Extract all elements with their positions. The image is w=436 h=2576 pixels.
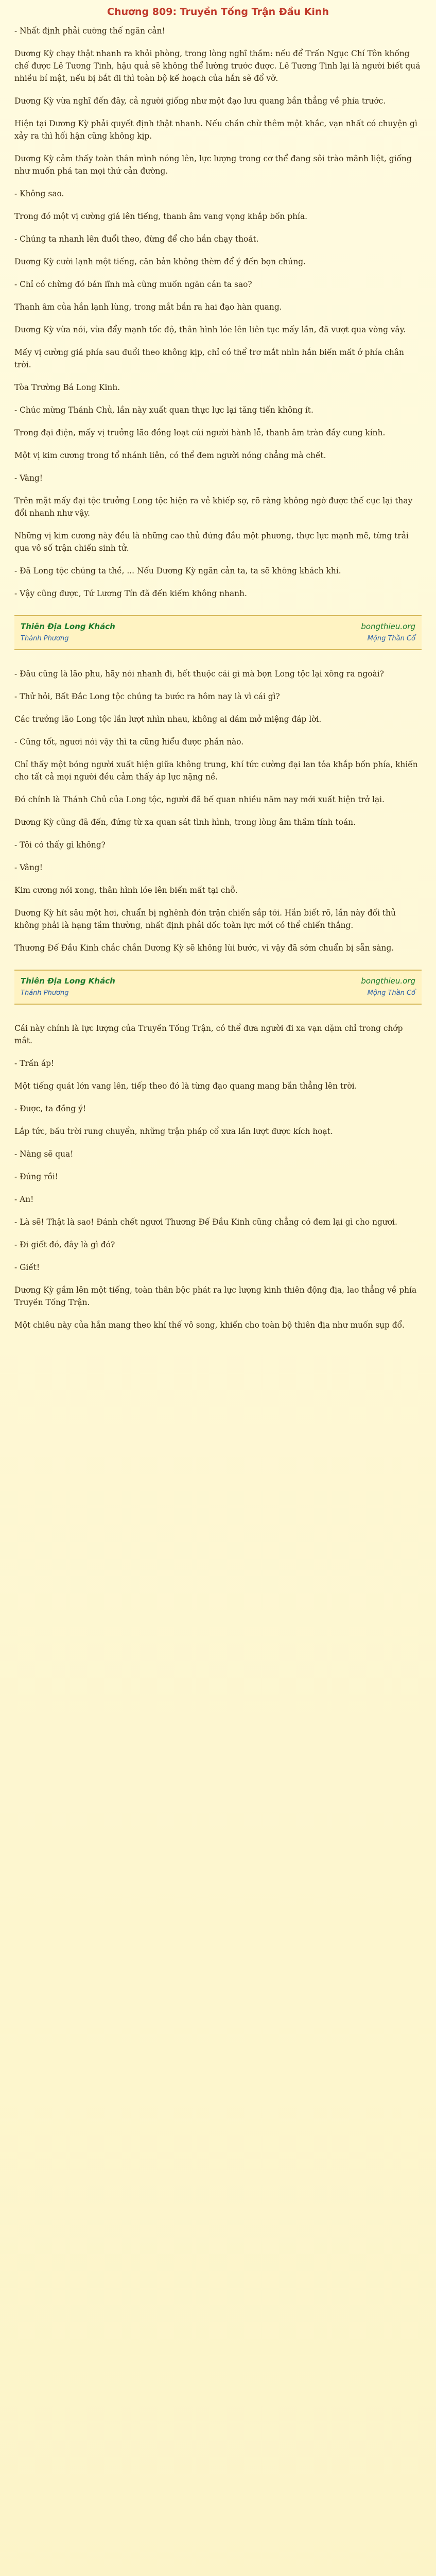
paragraph: - Chúc mừng Thánh Chủ, lần này xuất quan thực lực lại tăng tiến không ít. [14, 405, 313, 415]
paragraph: Một vị kim cương trong tổ nhánh liên, có thể đem người nóng chẳng mà chết. [14, 451, 326, 460]
banner-site-link[interactable]: bongthieu.org [361, 976, 415, 986]
paragraph: Hiện tại Dương Kỳ phải quyết định thật nhanh. Nếu chần chừ thêm một khắc, vạn nhất có chuyện gì xảy ra thì hối hận cũng không kịp. [14, 119, 417, 141]
paragraph: Dương Kỳ vừa nói, vừa đẩy mạnh tốc độ, thân hình lóe lên liên tục mấy lần, đã vượt qua vòng vây. [14, 325, 406, 334]
banner-sub-left: Thánh Phương [21, 635, 69, 642]
paragraph: Những vị kim cương này đều là những cao thủ đứng đầu một phương, thực lực mạnh mẽ, từng trải qua vô số trận chiến sinh tử. [14, 531, 409, 553]
section-3 [14, 668, 422, 828]
paragraph: - Nàng sẽ qua! [14, 1149, 74, 1159]
paragraph: - Chúng ta nhanh lên đuổi theo, đừng để cho hắn chạy thoát. [14, 234, 259, 244]
paragraph: Thương Đế Đầu Kinh chắc chắn Dương Kỳ sẽ không lùi bước, vì vậy đã sớm chuẩn bị sẵn sàng. [14, 943, 394, 953]
banner-sub-right: Mộng Thần Cổ [367, 635, 415, 642]
paragraph: - Đúng rồi! [14, 1172, 58, 1181]
paragraph: - Thử hỏi, Bất Đắc Long tộc chúng ta bước ra hôm nay là vì cái gì? [14, 692, 280, 701]
banner-left-text: Thiên Địa Long Khách [21, 976, 115, 986]
paragraph: Lắp tức, bầu trời rung chuyển, những trận pháp cổ xưa lần lượt được kích hoạt. [14, 1127, 333, 1136]
paragraph: - Được, ta đồng ý! [14, 1104, 86, 1113]
paragraph: Chỉ thấy một bóng người xuất hiện giữa không trung, khí tức cường đại lan tỏa khắp bốn phía, khiến cho tất cả mọi người đều cảm thấy áp lực nặng nề. [14, 760, 418, 782]
section-5 [14, 1022, 422, 1331]
banner-sub-left: Thánh Phương [21, 989, 69, 997]
paragraph: - Vâng! [14, 863, 43, 872]
paragraph: - Vàng! [14, 473, 43, 483]
paragraph: Dương Kỳ cảm thấy toàn thân mình nóng lên, lực lượng trong cơ thể đang sôi trào mãnh liệt, giống như muốn phá tan mọi thứ cản đường. [14, 154, 412, 176]
paragraph: - Cũng tốt, ngươi nói vậy thì ta cũng hiểu được phần nào. [14, 737, 244, 747]
paragraph: - Tôi có thấy gì không? [14, 840, 106, 850]
paragraph: Dương Kỳ chạy thật nhanh ra khỏi phòng, trong lòng nghĩ thầm: nếu để Trấn Ngục Chí Tôn khống chế được Lê Tương Tinh, hậu quả sẽ không thể lường trước được. Lê Tương Tinh lại là người biết quá nhiều bí mật, nếu bị bắt đi thì toàn bộ kế hoạch của hắn sẽ đổ vỡ. [14, 49, 421, 83]
paragraph: - Chỉ có chừng đó bản lĩnh mà cũng muốn ngăn cản ta sao? [14, 280, 252, 289]
paragraph: - Giết! [14, 1263, 40, 1272]
paragraph: Dương Kỳ gầm lên một tiếng, toàn thân bộc phát ra lực lượng kinh thiên động địa, lao thẳng về phía Truyền Tống Trận. [14, 1285, 417, 1307]
paragraph: - An! [14, 1195, 34, 1204]
paragraph: Dương Kỳ vừa nghĩ đến đây, cả người giống như một đạo lưu quang bắn thẳng về phía trước. [14, 96, 386, 106]
paragraph: Cái này chính là lực lượng của Truyền Tống Trận, có thể đưa người đi xa vạn dặm chỉ trong chớp mắt. [14, 1024, 403, 1045]
site-banner [14, 970, 422, 1005]
section-2 [14, 404, 422, 600]
paragraph: Dương Kỳ hít sâu một hơi, chuẩn bị nghênh đón trận chiến sắp tới. Hắn biết rõ, lần này đối thủ không phải là hạng tầm thường, nhất định phải dốc toàn lực mới có thể chiến thắng. [14, 908, 396, 930]
paragraph: - Đâu cũng là lão phu, hãy nói nhanh đi, hết thuộc cái gì mà bọn Long tộc lại xông ra ngoài? [14, 669, 384, 679]
paragraph: Trên mặt mấy đại tộc trưởng Long tộc hiện ra vẻ khiếp sợ, rõ ràng không ngờ được thế cục lại thay đổi nhanh như vậy. [14, 496, 413, 518]
paragraph: - Đi giết đó, đây là gì đó? [14, 1240, 115, 1249]
section-4 [14, 839, 422, 954]
paragraph: Trong đó một vị cường giả lên tiếng, thanh âm vang vọng khắp bốn phía. [14, 212, 308, 221]
site-banner [14, 615, 422, 650]
banner-left-text: Thiên Địa Long Khách [21, 622, 115, 631]
paragraph: - Là sẽ! Thật là sao! Đánh chết ngươi Thương Đế Đầu Kinh cũng chẳng có đem lại gì cho ngươi. [14, 1217, 397, 1227]
paragraph: - Vậy cũng được, Tứ Lương Tín đã đến kiếm không nhanh. [14, 589, 247, 598]
paragraph: - Nhất định phải cường thế ngăn cản! [14, 26, 165, 36]
paragraph: Kim cương nói xong, thân hình lóe lên biến mất tại chỗ. [14, 886, 238, 895]
chapter-title: Chương 809: Truyền Tống Trận Đầu Kinh [107, 6, 329, 18]
paragraph: - Trấn áp! [14, 1059, 55, 1068]
paragraph: Thanh âm của hắn lạnh lùng, trong mắt bắn ra hai đạo hàn quang. [14, 302, 282, 312]
paragraph: - Đã Long tộc chúng ta thề, ... Nếu Dương Kỳ ngăn cản ta, ta sẽ không khách khí. [14, 566, 341, 575]
paragraph: Tòa Trường Bá Long Kinh. [14, 383, 120, 392]
paragraph: Đó chính là Thánh Chủ của Long tộc, người đã bế quan nhiều năm nay mới xuất hiện trở lại. [14, 795, 385, 804]
paragraph: - Không sao. [14, 189, 64, 198]
paragraph: Trong đại điện, mấy vị trưởng lão đồng loạt cúi người hành lễ, thanh âm tràn đầy cung kính. [14, 428, 386, 437]
paragraph: Các trưởng lão Long tộc lần lượt nhìn nhau, không ai dám mở miệng đáp lời. [14, 715, 322, 724]
banner-sub-right: Mộng Thần Cổ [367, 989, 415, 997]
paragraph: Một tiếng quát lớn vang lên, tiếp theo đó là từng đạo quang mang bắn thẳng lên trời. [14, 1081, 357, 1091]
paragraph: Dương Kỳ cười lạnh một tiếng, căn bản không thèm để ý đến bọn chúng. [14, 257, 306, 266]
paragraph: Dương Kỳ cũng đã đến, đứng từ xa quan sát tình hình, trong lòng âm thầm tính toán. [14, 818, 356, 827]
section-1 [14, 25, 422, 394]
paragraph: Một chiêu này của hắn mang theo khí thế vô song, khiến cho toàn bộ thiên địa như muốn sụp đổ. [14, 1320, 405, 1330]
paragraph: Mấy vị cường giả phía sau đuổi theo không kịp, chỉ có thể trơ mắt nhìn hắn biến mất ở phía chân trời. [14, 348, 404, 369]
banner-site-link[interactable]: bongthieu.org [361, 622, 415, 631]
